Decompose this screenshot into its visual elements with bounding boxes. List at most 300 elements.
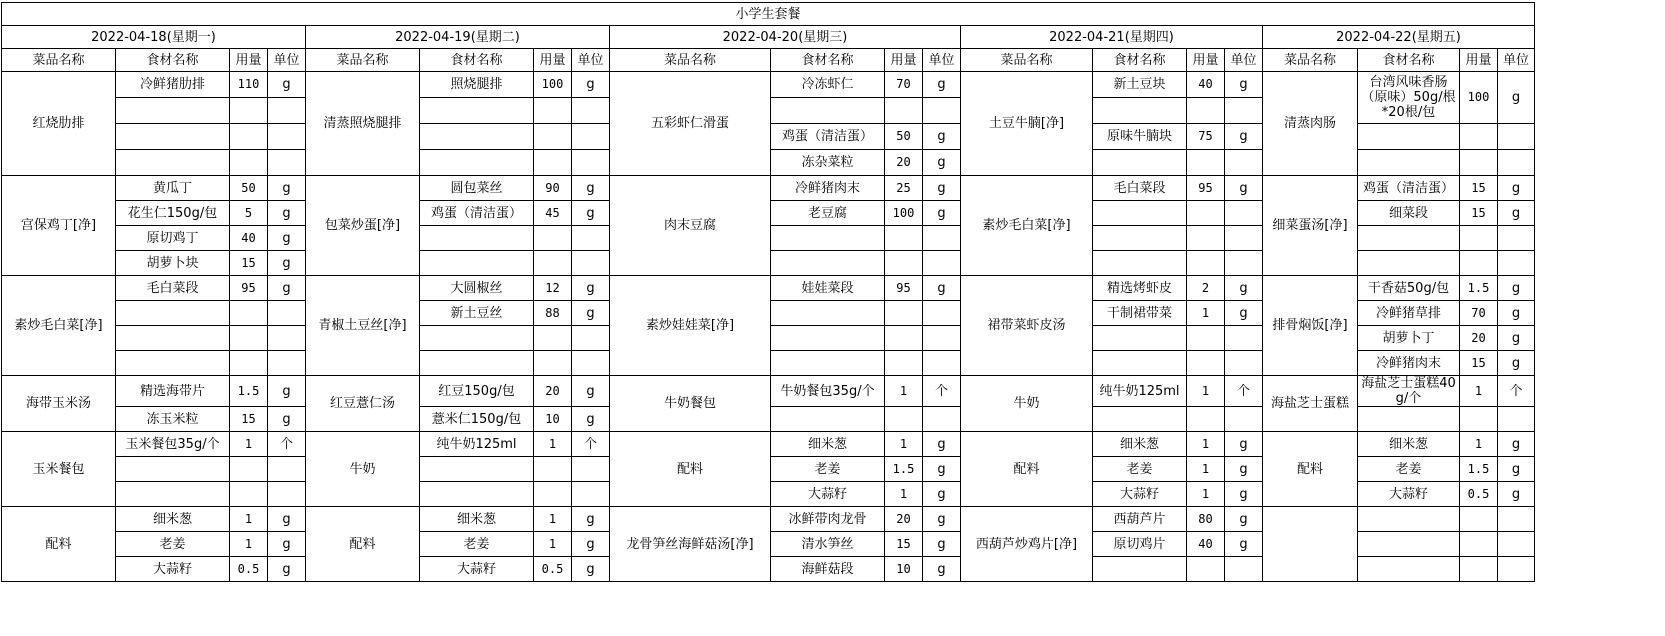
ingredient-name: 胡萝卜丁 (1358, 326, 1460, 351)
ingredient-name: 大蒜籽 (1093, 482, 1187, 507)
ingredient-unit: g (1498, 482, 1535, 507)
ingredient-unit (1498, 251, 1535, 276)
ingredient-qty (230, 124, 268, 150)
ingredient-unit: 个 (268, 432, 306, 457)
ingredient-name: 细米葱 (116, 507, 230, 532)
column-header: 单位 (1498, 49, 1535, 72)
ingredient-name: 花生仁150g/包 (116, 201, 230, 226)
ingredient-name (1093, 98, 1187, 124)
dish-name: 海盐芝士蛋糕 (1263, 376, 1358, 432)
ingredient-name: 照烧腿排 (420, 72, 534, 98)
ingredient-unit: g (268, 72, 306, 98)
dish-name: 龙骨笋丝海鲜菇汤[净] (610, 507, 771, 582)
ingredient-qty: 1 (230, 532, 268, 557)
ingredient-unit: g (1225, 507, 1263, 532)
ingredient-qty: 1.5 (230, 376, 268, 407)
dish-name: 红烧肋排 (2, 72, 116, 176)
ingredient-unit: g (1498, 432, 1535, 457)
ingredient-unit: g (1225, 124, 1263, 150)
ingredient-qty: 15 (885, 532, 923, 557)
ingredient-qty: 40 (1187, 72, 1225, 98)
ingredient-name (1358, 226, 1460, 251)
ingredient-unit: g (572, 176, 610, 201)
ingredient-qty (230, 457, 268, 482)
ingredient-qty: 45 (534, 201, 572, 226)
ingredient-name (420, 226, 534, 251)
ingredient-name (420, 150, 534, 176)
day-date: 2022-04-21(星期四) (961, 26, 1263, 49)
ingredient-name (420, 351, 534, 376)
ingredient-unit (1225, 407, 1263, 432)
ingredient-unit: g (1225, 301, 1263, 326)
dish-name: 肉末豆腐 (610, 176, 771, 276)
ingredient-qty: 110 (230, 72, 268, 98)
ingredient-unit (268, 482, 306, 507)
ingredient-name (771, 251, 885, 276)
ingredient-unit (923, 326, 961, 351)
day-date: 2022-04-19(星期二) (306, 26, 610, 49)
column-header: 单位 (268, 49, 306, 72)
ingredient-qty: 1 (1187, 301, 1225, 326)
column-header: 食材名称 (1358, 49, 1460, 72)
ingredient-unit: g (923, 532, 961, 557)
ingredient-unit: g (1225, 176, 1263, 201)
ingredient-qty: 10 (534, 407, 572, 432)
ingredient-name (1358, 124, 1460, 150)
ingredient-name (1093, 226, 1187, 251)
ingredient-qty (1187, 226, 1225, 251)
ingredient-name (1093, 407, 1187, 432)
ingredient-name (771, 351, 885, 376)
column-header: 用量 (534, 49, 572, 72)
dish-name: 素炒娃娃菜[净] (610, 276, 771, 376)
ingredient-qty: 1 (885, 482, 923, 507)
ingredient-qty (534, 251, 572, 276)
ingredient-qty (1460, 124, 1498, 150)
ingredient-qty: 50 (885, 124, 923, 150)
menu-title: 小学生套餐 (2, 3, 1535, 26)
ingredient-name: 大蒜籽 (771, 482, 885, 507)
ingredient-name (420, 482, 534, 507)
ingredient-unit: g (923, 176, 961, 201)
ingredient-unit: g (1498, 72, 1535, 124)
ingredient-qty (534, 326, 572, 351)
day-date: 2022-04-22(星期五) (1263, 26, 1535, 49)
ingredient-unit (1498, 557, 1535, 582)
ingredient-name: 老豆腐 (771, 201, 885, 226)
ingredient-name (1358, 532, 1460, 557)
dish-name: 海带玉米汤 (2, 376, 116, 432)
dish-name: 清蒸照烧腿排 (306, 72, 420, 176)
day-date: 2022-04-18(星期一) (2, 26, 306, 49)
ingredient-name (1093, 557, 1187, 582)
ingredient-name: 老姜 (771, 457, 885, 482)
ingredient-unit (1225, 201, 1263, 226)
ingredient-name: 干制裙带菜 (1093, 301, 1187, 326)
ingredient-qty: 1 (534, 507, 572, 532)
ingredient-unit: g (923, 201, 961, 226)
ingredient-qty: 40 (230, 226, 268, 251)
ingredient-unit (572, 124, 610, 150)
ingredient-qty: 0.5 (534, 557, 572, 582)
ingredient-qty (534, 351, 572, 376)
ingredient-unit: g (268, 251, 306, 276)
ingredient-unit: g (572, 201, 610, 226)
ingredient-name: 老姜 (420, 532, 534, 557)
ingredient-unit: g (923, 457, 961, 482)
ingredient-qty: 0.5 (230, 557, 268, 582)
ingredient-name (1093, 326, 1187, 351)
ingredient-name: 干香菇50g/包 (1358, 276, 1460, 301)
ingredient-name (1093, 251, 1187, 276)
ingredient-unit (572, 482, 610, 507)
ingredient-name: 新土豆块 (1093, 72, 1187, 98)
ingredient-qty: 25 (885, 176, 923, 201)
ingredient-name (420, 251, 534, 276)
ingredient-unit (268, 124, 306, 150)
ingredient-qty: 1 (1460, 432, 1498, 457)
ingredient-unit (1225, 326, 1263, 351)
ingredient-qty: 100 (885, 201, 923, 226)
ingredient-unit (268, 98, 306, 124)
dish-name: 青椒土豆丝[净] (306, 276, 420, 376)
ingredient-name: 黄瓜丁 (116, 176, 230, 201)
ingredient-name (771, 98, 885, 124)
ingredient-unit: g (268, 226, 306, 251)
ingredient-name: 冷鲜猪肋排 (116, 72, 230, 98)
ingredient-name: 精选烤虾皮 (1093, 276, 1187, 301)
ingredient-qty: 1 (1187, 432, 1225, 457)
ingredient-unit: g (923, 507, 961, 532)
ingredient-unit: 个 (1225, 376, 1263, 407)
ingredient-name (420, 98, 534, 124)
column-header: 单位 (572, 49, 610, 72)
ingredient-qty (230, 98, 268, 124)
ingredient-name: 冷鲜猪肉末 (1358, 351, 1460, 376)
column-header: 食材名称 (116, 49, 230, 72)
ingredient-unit: g (572, 407, 610, 432)
ingredient-name (116, 124, 230, 150)
ingredient-qty (1187, 98, 1225, 124)
ingredient-name: 精选海带片 (116, 376, 230, 407)
ingredient-name: 娃娃菜段 (771, 276, 885, 301)
ingredient-qty: 100 (1460, 72, 1498, 124)
column-header: 菜品名称 (610, 49, 771, 72)
ingredient-unit: g (268, 276, 306, 301)
ingredient-qty (230, 301, 268, 326)
ingredient-qty (1460, 407, 1498, 432)
ingredient-unit: g (572, 301, 610, 326)
ingredient-qty (1460, 251, 1498, 276)
ingredient-name (1358, 507, 1460, 532)
ingredient-unit (572, 326, 610, 351)
column-header: 用量 (1187, 49, 1225, 72)
ingredient-unit: g (572, 376, 610, 407)
ingredient-unit: g (572, 532, 610, 557)
ingredient-unit (1225, 251, 1263, 276)
ingredient-name: 海鲜菇段 (771, 557, 885, 582)
ingredient-qty: 15 (1460, 351, 1498, 376)
ingredient-unit: g (1498, 276, 1535, 301)
ingredient-name: 玉米餐包35g/个 (116, 432, 230, 457)
ingredient-name (771, 301, 885, 326)
dish-name: 宫保鸡丁[净] (2, 176, 116, 276)
ingredient-unit (572, 98, 610, 124)
ingredient-qty: 1 (534, 432, 572, 457)
ingredient-qty (885, 98, 923, 124)
ingredient-unit: 个 (572, 432, 610, 457)
ingredient-qty (1187, 326, 1225, 351)
ingredient-unit: g (923, 482, 961, 507)
dish-name: 牛奶 (961, 376, 1093, 432)
ingredient-unit (1225, 226, 1263, 251)
ingredient-unit (268, 457, 306, 482)
ingredient-unit: g (1225, 72, 1263, 98)
dish-name: 牛奶餐包 (610, 376, 771, 432)
ingredient-name: 细米葱 (1093, 432, 1187, 457)
ingredient-qty (885, 351, 923, 376)
ingredient-unit (572, 457, 610, 482)
ingredient-name: 细米葱 (420, 507, 534, 532)
ingredient-name (1093, 351, 1187, 376)
ingredient-qty: 90 (534, 176, 572, 201)
column-header: 用量 (230, 49, 268, 72)
ingredient-unit: g (268, 407, 306, 432)
ingredient-qty: 1 (1187, 482, 1225, 507)
ingredient-qty (885, 226, 923, 251)
ingredient-unit: g (1225, 482, 1263, 507)
ingredient-unit (572, 251, 610, 276)
ingredient-qty: 1 (1187, 376, 1225, 407)
ingredient-qty (1187, 351, 1225, 376)
ingredient-name: 细菜段 (1358, 201, 1460, 226)
ingredient-qty: 10 (885, 557, 923, 582)
ingredient-name: 原切鸡片 (1093, 532, 1187, 557)
ingredient-qty (534, 226, 572, 251)
dish-name: 排骨焖饭[净] (1263, 276, 1358, 376)
dish-name: 素炒毛白菜[净] (2, 276, 116, 376)
ingredient-unit (572, 226, 610, 251)
ingredient-unit (572, 351, 610, 376)
ingredient-qty: 1 (885, 432, 923, 457)
ingredient-unit (923, 251, 961, 276)
dish-name: 配料 (610, 432, 771, 507)
ingredient-name: 鸡蛋（清洁蛋） (420, 201, 534, 226)
ingredient-name: 冰鲜带肉龙骨 (771, 507, 885, 532)
ingredient-name: 毛白菜段 (116, 276, 230, 301)
ingredient-unit (268, 150, 306, 176)
ingredient-name (116, 150, 230, 176)
ingredient-qty (230, 351, 268, 376)
ingredient-unit: g (1225, 432, 1263, 457)
ingredient-unit: g (1498, 351, 1535, 376)
ingredient-qty: 12 (534, 276, 572, 301)
ingredient-qty: 1.5 (1460, 276, 1498, 301)
ingredient-unit: g (923, 276, 961, 301)
ingredient-name (116, 98, 230, 124)
dish-name (1263, 507, 1358, 582)
ingredient-name (420, 326, 534, 351)
ingredient-qty: 15 (1460, 201, 1498, 226)
ingredient-unit: g (572, 72, 610, 98)
column-header: 菜品名称 (306, 49, 420, 72)
column-header: 食材名称 (771, 49, 885, 72)
ingredient-unit: g (268, 201, 306, 226)
ingredient-qty: 95 (885, 276, 923, 301)
ingredient-name: 牛奶餐包35g/个 (771, 376, 885, 407)
dish-name: 西葫芦炒鸡片[净] (961, 507, 1093, 582)
ingredient-name: 大蒜籽 (116, 557, 230, 582)
ingredient-qty: 20 (885, 150, 923, 176)
ingredient-name (116, 482, 230, 507)
ingredient-unit: g (268, 376, 306, 407)
ingredient-qty (885, 301, 923, 326)
dish-name: 红豆薏仁汤 (306, 376, 420, 432)
ingredient-qty: 80 (1187, 507, 1225, 532)
ingredient-qty (885, 251, 923, 276)
ingredient-qty: 2 (1187, 276, 1225, 301)
ingredient-name (116, 351, 230, 376)
ingredient-qty: 15 (230, 251, 268, 276)
ingredient-name: 大蒜籽 (1358, 482, 1460, 507)
ingredient-qty: 95 (230, 276, 268, 301)
ingredient-qty (1460, 150, 1498, 176)
ingredient-qty (534, 457, 572, 482)
column-header: 菜品名称 (2, 49, 116, 72)
ingredient-unit: g (572, 276, 610, 301)
ingredient-qty (885, 407, 923, 432)
ingredient-name (116, 326, 230, 351)
ingredient-unit (1225, 351, 1263, 376)
menu-table (1, 2, 1535, 582)
dish-name: 清蒸肉肠 (1263, 72, 1358, 176)
ingredient-unit: g (572, 557, 610, 582)
ingredient-name (771, 326, 885, 351)
dish-name: 裙带菜虾皮汤 (961, 276, 1093, 376)
ingredient-unit: g (268, 507, 306, 532)
ingredient-unit (1498, 532, 1535, 557)
ingredient-qty: 100 (534, 72, 572, 98)
ingredient-qty: 1 (885, 376, 923, 407)
ingredient-name (1358, 150, 1460, 176)
ingredient-name: 冻杂菜粒 (771, 150, 885, 176)
ingredient-name (1093, 201, 1187, 226)
ingredient-qty (885, 326, 923, 351)
ingredient-unit: g (1498, 176, 1535, 201)
ingredient-unit: g (572, 507, 610, 532)
ingredient-unit (268, 351, 306, 376)
ingredient-name: 细米葱 (1358, 432, 1460, 457)
ingredient-qty: 1 (1187, 457, 1225, 482)
ingredient-unit (1498, 407, 1535, 432)
ingredient-qty (534, 98, 572, 124)
ingredient-name (1358, 407, 1460, 432)
ingredient-qty: 1.5 (1460, 457, 1498, 482)
ingredient-name: 纯牛奶125ml (1093, 376, 1187, 407)
ingredient-unit (1225, 98, 1263, 124)
ingredient-qty (1187, 201, 1225, 226)
ingredient-name (1358, 557, 1460, 582)
ingredient-name (420, 124, 534, 150)
dish-name: 土豆牛腩[净] (961, 72, 1093, 176)
ingredient-name (1093, 150, 1187, 176)
ingredient-unit: g (268, 176, 306, 201)
ingredient-qty (230, 150, 268, 176)
ingredient-name: 清水笋丝 (771, 532, 885, 557)
ingredient-qty (1187, 251, 1225, 276)
ingredient-name (420, 457, 534, 482)
ingredient-name: 薏米仁150g/包 (420, 407, 534, 432)
ingredient-qty (1460, 532, 1498, 557)
ingredient-qty (1187, 407, 1225, 432)
ingredient-qty: 50 (230, 176, 268, 201)
ingredient-name: 细米葱 (771, 432, 885, 457)
ingredient-unit (923, 98, 961, 124)
column-header: 食材名称 (1093, 49, 1187, 72)
ingredient-qty (1187, 150, 1225, 176)
ingredient-unit: g (1225, 532, 1263, 557)
ingredient-unit: g (268, 557, 306, 582)
ingredient-unit: g (923, 124, 961, 150)
ingredient-qty (1460, 507, 1498, 532)
ingredient-unit: 个 (923, 376, 961, 407)
ingredient-unit (1498, 507, 1535, 532)
ingredient-name: 冷鲜猪草排 (1358, 301, 1460, 326)
ingredient-unit: g (923, 432, 961, 457)
column-header: 单位 (1225, 49, 1263, 72)
ingredient-qty: 75 (1187, 124, 1225, 150)
ingredient-unit (1225, 557, 1263, 582)
dish-name: 牛奶 (306, 432, 420, 507)
ingredient-unit (923, 351, 961, 376)
dish-name: 五彩虾仁滑蛋 (610, 72, 771, 176)
ingredient-unit: g (268, 532, 306, 557)
dish-name: 配料 (306, 507, 420, 582)
ingredient-qty: 5 (230, 201, 268, 226)
ingredient-unit (1498, 226, 1535, 251)
ingredient-qty: 1 (230, 432, 268, 457)
ingredient-name: 原味牛腩块 (1093, 124, 1187, 150)
day-date: 2022-04-20(星期三) (610, 26, 961, 49)
ingredient-unit: g (1498, 326, 1535, 351)
ingredient-name: 老姜 (116, 532, 230, 557)
ingredient-unit: g (923, 150, 961, 176)
ingredient-qty (1187, 557, 1225, 582)
ingredient-qty: 1 (1460, 376, 1498, 407)
ingredient-unit: 个 (1498, 376, 1535, 407)
ingredient-name: 纯牛奶125ml (420, 432, 534, 457)
ingredient-qty (1460, 226, 1498, 251)
dish-name: 包菜炒蛋[净] (306, 176, 420, 276)
ingredient-name: 原切鸡丁 (116, 226, 230, 251)
ingredient-qty: 1 (230, 507, 268, 532)
ingredient-name (116, 457, 230, 482)
ingredient-qty: 1 (534, 532, 572, 557)
ingredient-name: 西葫芦片 (1093, 507, 1187, 532)
column-header: 用量 (885, 49, 923, 72)
dish-name: 玉米餐包 (2, 432, 116, 507)
dish-name: 配料 (961, 432, 1093, 507)
ingredient-qty: 20 (885, 507, 923, 532)
ingredient-name: 新土豆丝 (420, 301, 534, 326)
ingredient-unit: g (923, 72, 961, 98)
ingredient-name (116, 301, 230, 326)
ingredient-unit (923, 407, 961, 432)
ingredient-unit (572, 150, 610, 176)
ingredient-name: 红豆150g/包 (420, 376, 534, 407)
ingredient-name (771, 407, 885, 432)
ingredient-name: 冷鲜猪肉末 (771, 176, 885, 201)
